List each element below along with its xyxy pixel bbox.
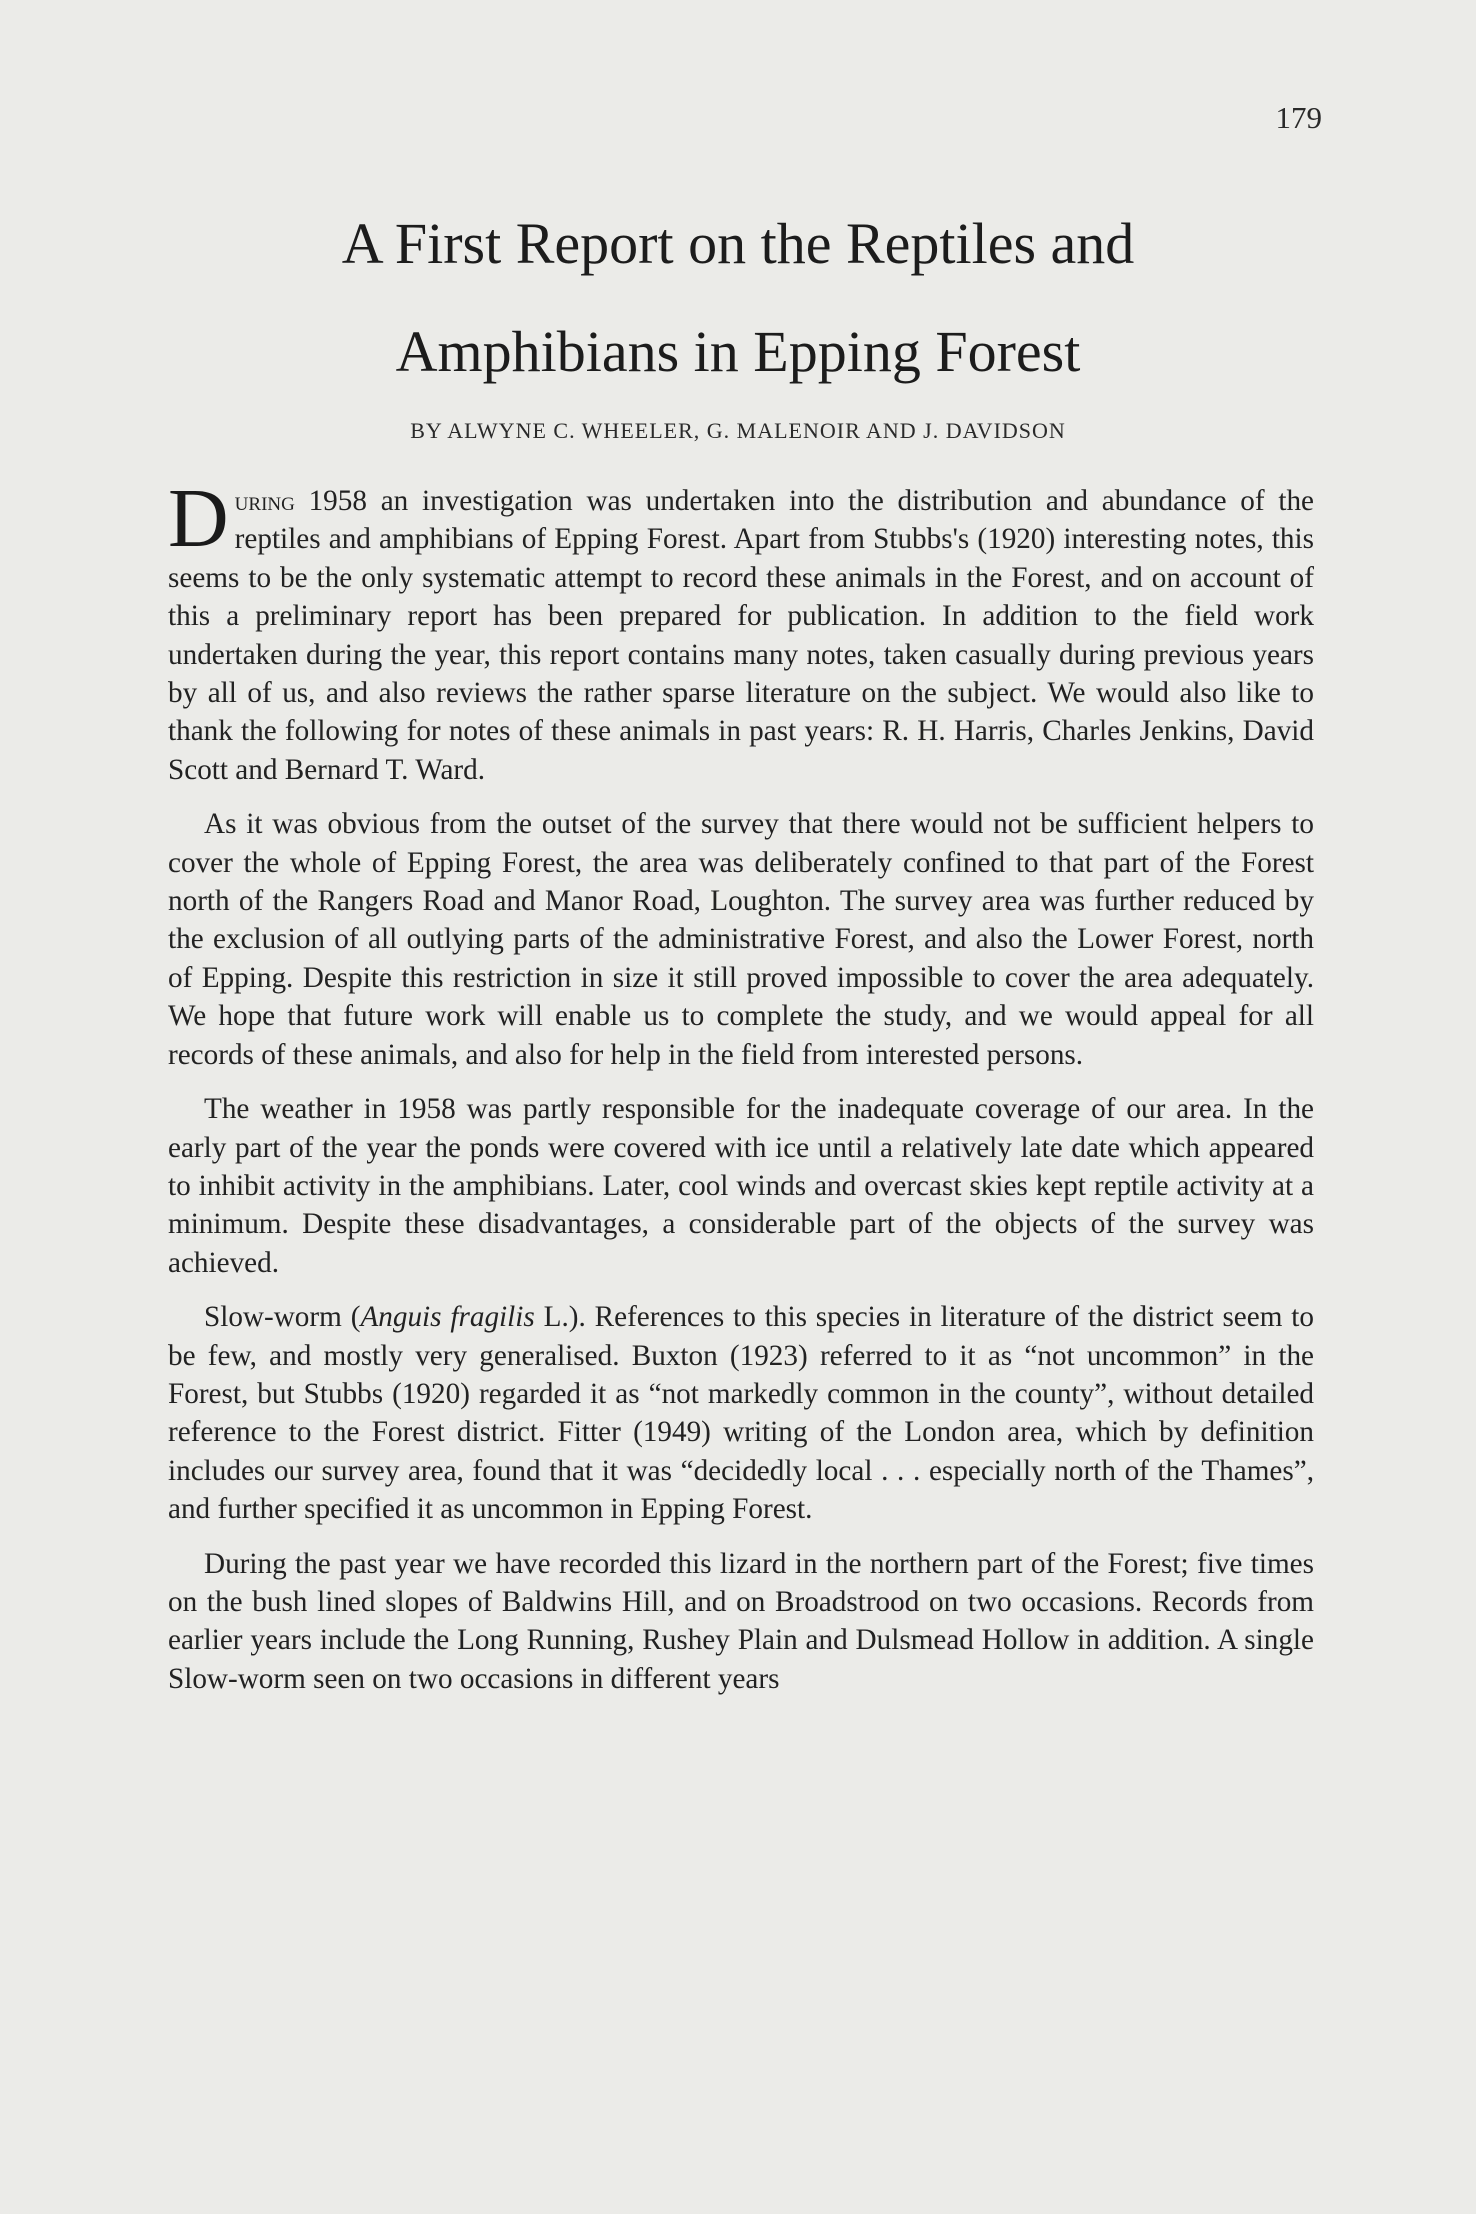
paragraph-intro-text: 1958 an investigation was undertaken into the distribution and abundance of the reptiles and amphibians of Epping Forest. Apart from Stubbs's (1920) interesting notes, this seems to be the only systematic attempt to record these animals in the Forest, and on account of this a preliminary report has been prepared for publication. In addition to the field work undertaken during the year, this report contains many notes, taken casually during previous years by all of us, and also reviews the rather sparse literature on the subject. We would also like to thank the following for notes of these animals in past years: R. H. Harris, Charles Jenkins, David Scott and Bernard T. Ward. — [168, 485, 1314, 786]
paragraph-slow-worm — [168, 1298, 1314, 1528]
article-body — [168, 472, 1314, 1698]
paragraph-records: During the past year we have recorded this lizard in the northern part of the Forest; five times on the bush lined slopes of Baldwins Hill, and on Broadstrood on two occasions. Records from earlier years include the Long Running, Rushey Plain and Dulsmead Hollow in addition. A single Slow-worm seen on two occasions in different years — [168, 1547, 1314, 1695]
paragraph-survey-area: As it was obvious from the outset of the survey that there would not be sufficient helpers to cover the whole of Epping Forest, the area was deliberately confined to that part of the Forest north of the Rangers Road and Manor Road, Loughton. The survey area was further reduced by the exclusion of all outlying parts of the administrative Forest, and also the Lower Forest, north of Epping. Despite this restriction in size it still proved impossible to cover the area adequately. We hope that future work will enable us to complete the study, and we would appeal for all records of these animals, and also for help in the field from interested persons. — [168, 808, 1314, 1071]
paragraph-slow-worm-text: References to this species in literature of the district seem to be few, and mostly very generalised. Buxton (1923) referred to it as “not uncommon” in the Forest, but Stubbs (1920) regarded it as “not markedly common in the county”, without detailed reference to the Forest district. Fitter (1949) writing of the London area, which by definition includes our survey area, found that it was “decidedly local . . . especially north of the Thames”, and further specified it as uncommon in Epping Forest. — [168, 1301, 1314, 1526]
article-title-line-1: A First Report on the Reptiles and — [341, 211, 1135, 276]
page-number: 179 — [1275, 100, 1322, 135]
drop-cap: D — [168, 472, 229, 565]
paragraph-weather: The weather in 1958 was partly responsible for the inadequate coverage of our area. In the early part of the year the ponds were covered with ice until a relatively late date which appeared to inhibit activity in the amphibians. Later, cool winds and overcast skies kept reptile activity at a minimum. Despite these disadvantages, a considerable part of the objects of the survey was achieved. — [168, 1093, 1314, 1279]
article-title-line-2: Amphibians in Epping Forest — [395, 319, 1081, 384]
article-title — [160, 190, 1316, 406]
species-name: Anguis fragilis — [360, 1301, 535, 1334]
byline: BY ALWYNE C. WHEELER, G. MALENOIR AND J. DAVIDSON — [410, 418, 1066, 443]
species-author: L.). — [534, 1301, 586, 1334]
paragraph-intro — [168, 472, 1314, 789]
small-caps-lead: uring — [234, 486, 295, 516]
species-lead: Slow-worm ( — [204, 1301, 361, 1334]
